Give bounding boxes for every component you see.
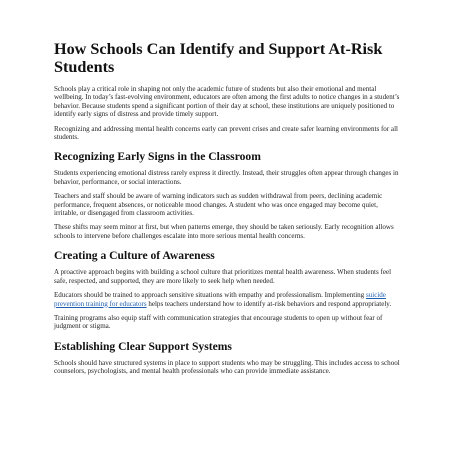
intro-paragraph: Schools play a critical role in shaping not only the academic future of students but also their emotional and mental wellbeing. In today’s fast-evolving environment, educators are often among the first adults to notice changes in a student’s behavior. Because students spend a significant portion of their day at school, these institutions are uniquely positioned to identify early signs of distress and provide timely support. xyxy=(54,85,400,119)
section-heading-support-systems: Establishing Clear Support Systems xyxy=(54,339,232,353)
training-link[interactable]: suicide prevention training for educators xyxy=(54,291,386,308)
article-title: How Schools Can Identify and Support At-Risk Students xyxy=(54,40,383,76)
section-paragraph-with-link xyxy=(54,291,400,308)
section-paragraph: Training programs also equip staff with communication strategies that encourage students to open up without fear of judgment or stigma. xyxy=(54,313,383,331)
section-paragraph: Teachers and staff should be aware of warning indicators such as sudden withdrawal from peers, declining academic performance, frequent absences, or noticeable mood changes. A student who was once engaged may become quiet, irritable, or disengaged from classroom activities. xyxy=(54,192,383,218)
link-paragraph-text-before: Educators should be trained to approach sensitive situations with empathy and professionalism. Implementing xyxy=(54,291,366,300)
section-heading-early-signs: Recognizing Early Signs in the Classroom xyxy=(54,150,261,164)
section-paragraph: These shifts may seem minor at first, but when patterns emerge, they should be taken seriously. Early recognition allows schools to intervene before challenges escalate into more serious mental health concerns. xyxy=(54,223,394,240)
section-paragraph: Schools should have structured systems in place to support students who may be struggling. This includes access to school counselors, psychologists, and mental health professionals who can provide immediate assistance. xyxy=(54,358,400,376)
section-heading-culture: Creating a Culture of Awareness xyxy=(54,249,215,263)
article xyxy=(54,40,400,382)
intro-paragraph: Recognizing and addressing mental health concerns early can prevent crises and create safer learning environments for all students. xyxy=(54,124,398,142)
section-paragraph: Students experiencing emotional distress rarely express it directly. Instead, their struggles often appear through changes in behavior, performance, or social interactions. xyxy=(54,169,399,186)
link-paragraph-text-after: helps teachers understand how to identify at-risk behaviors and respond appropriately. xyxy=(146,299,392,308)
section-paragraph: A proactive approach begins with building a school culture that prioritizes mental health awareness. When students feel safe, respected, and supported, they are more likely to seek help when needed. xyxy=(54,268,392,285)
